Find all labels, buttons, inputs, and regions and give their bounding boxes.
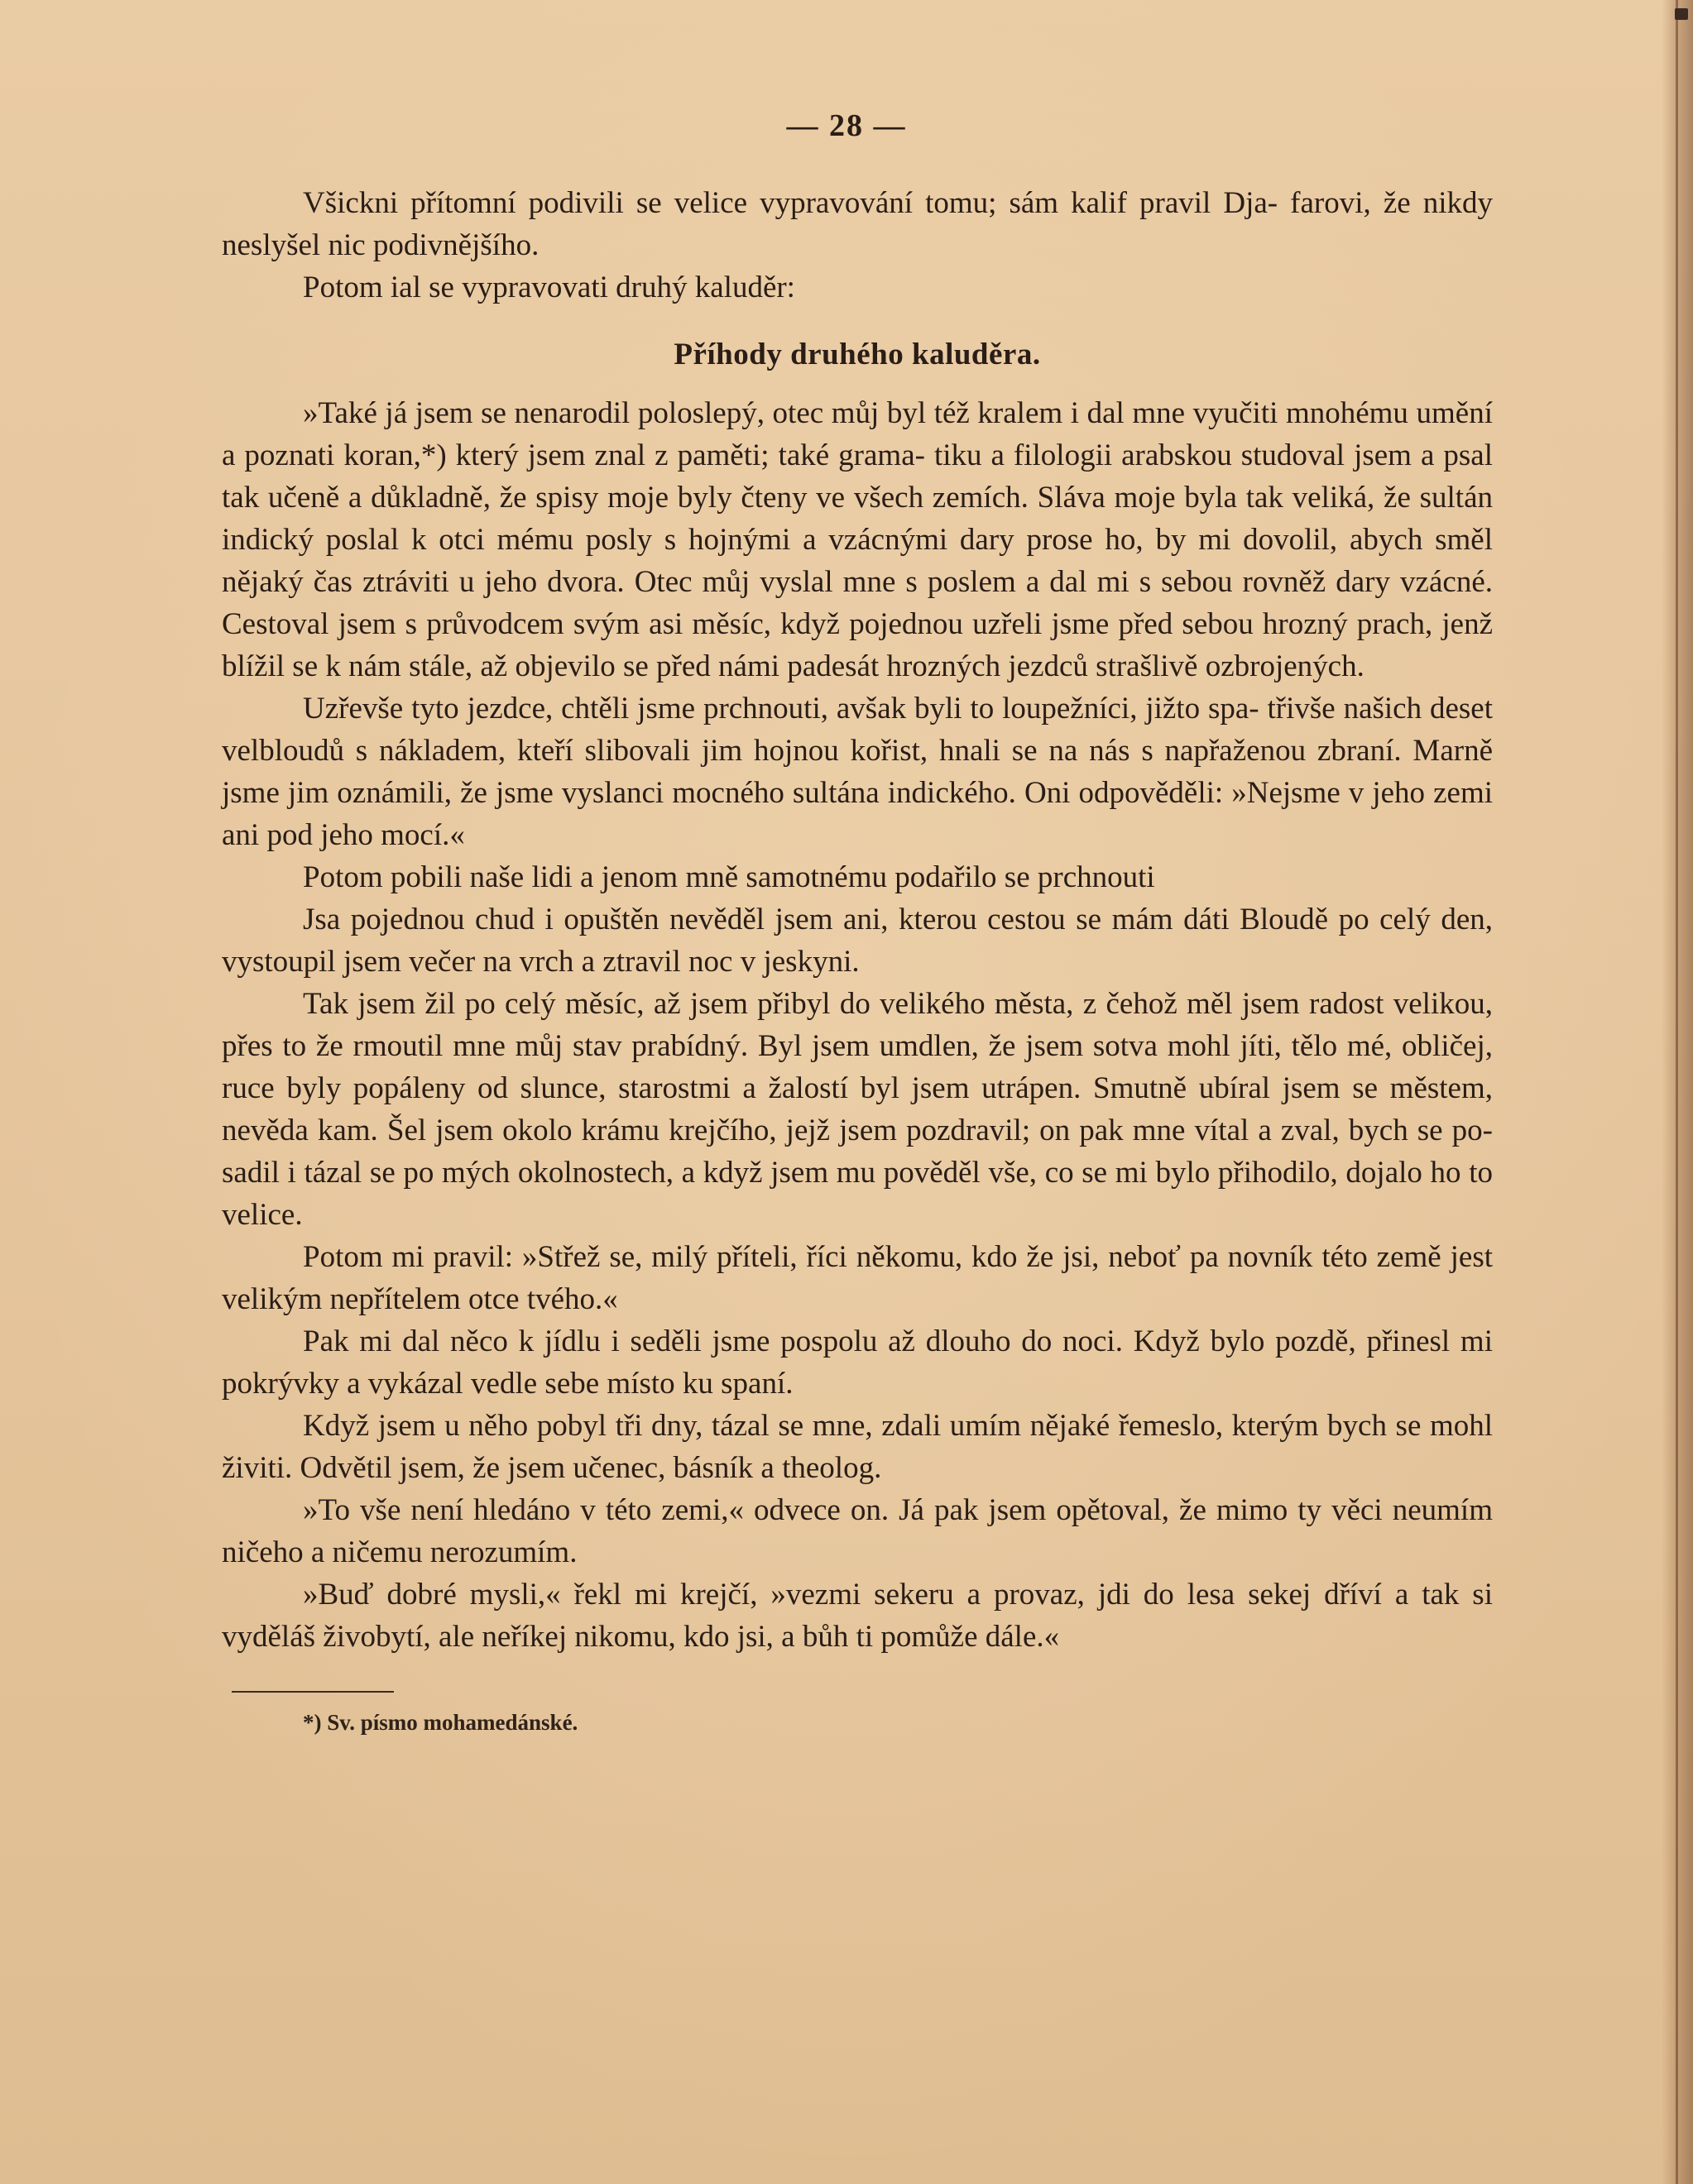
paragraph: Tak jsem žil po celý měsíc, až jsem přibyl do velikého města, z čehož měl jsem radost velikou, přes to že rmoutil mne můj stav prabídný. Byl jsem umdlen, že jsem sotva mohl jíti, tělo mé, obličej, ruce byly popáleny od slunce, starostmi a žalostí byl jsem utrápen. Smutně ubíral jsem se městem, nevěda kam. Šel jsem okolo krámu krejčího, jejž jsem pozdravil; on pak mne vítal a zval, bych se po- sadil i tázal se po mých okolnostech, a když jsem mu pověděl vše, co se mi bylo přihodilo, dojalo ho to velice. (222, 987, 1493, 1232)
paragraph: Uzřevše tyto jezdce, chtěli jsme prchnouti, avšak byli to loupežníci, jižto spa- třivše našich deset velbloudů s nákladem, kteří slibovali jim hojnou kořist, hnali se na nás s napřaženou zbraní. Marně jsme jim oznámili, že jsme vyslanci mocného sultána indického. Oni odpověděli: »Nejsme v jeho zemi ani pod jeho mocí.« (222, 692, 1493, 852)
paragraph: Jsa pojednou chud i opuštěn nevěděl jsem ani, kterou cestou se mám dáti Bloudě po celý den, vystoupil jsem večer na vrch a ztravil noc v jeskyni. (222, 903, 1493, 979)
paragraph: Potom pobili naše lidi a jenom mně samotnému podařilo se prchnouti (303, 860, 1155, 894)
paragraph-intro-2: Potom ial se vypravovati druhý kaluděr: (303, 271, 795, 304)
paragraph: Potom mi pravil: »Střež se, milý příteli, říci někomu, kdo že jsi, neboť pa novník této země jest velikým nepřítelem otce tvého.« (222, 1240, 1493, 1316)
corner-mark (1675, 8, 1688, 20)
paragraph-intro-1: Všickni přítomní podivili se velice vypravování tomu; sám kalif pravil Dja- farovi, že nikdy neslyšel nic podivnějšího. (222, 186, 1493, 262)
paragraph: »Také já jsem se nenarodil poloslepý, otec můj byl též kralem i dal mne vyučiti mnohému umění a poznati koran,*) který jsem znal z paměti; také grama- tiku a filologii arabskou studoval jsem a psal tak učeně a důkladně, že spisy moje byly čteny ve všech zemích. Sláva moje byla tak veliká, že sultán indický poslal k otci mému posly s hojnými a vzácnými dary prose ho, by mi dovolil, abych směl nějaký čas ztráviti u jeho dvora. Otec můj vyslal mne s poslem a dal mi s sebou rovněž dary vzácné. Cestoval jsem s průvodcem svým asi měsíc, když pojednou uzřeli jsme před sebou hrozný prach, jenž blížil se k nám stále, až objevilo se před námi padesát hrozných jezdců strašlivě ozbrojených. (222, 396, 1493, 683)
footnote: *) Sv. písmo mohamedánské. (303, 1710, 578, 1735)
paragraph: Pak mi dal něco k jídlu i seděli jsme pospolu až dlouho do noci. Když bylo pozdě, přinesl mi pokrývky a vykázal vedle sebe místo ku spaní. (222, 1324, 1493, 1401)
section-title: Příhody druhého kaluděra. (674, 338, 1041, 371)
page-number: — 28 — (786, 108, 907, 143)
paragraph: »Buď dobré mysli,« řekl mi krejčí, »vezmi sekeru a provaz, jdi do lesa sekej dříví a tak si vyděláš živobytí, ale neříkej nikomu, kdo jsi, a bůh ti pomůže dále.« (222, 1578, 1493, 1654)
main-text (222, 182, 1493, 1658)
footnote-divider (232, 1691, 394, 1693)
page-edge-line (1676, 0, 1678, 2184)
paragraph: Když jsem u něho pobyl tři dny, tázal se mne, zdali umím nějaké řemeslo, kterým bych se mohl živiti. Odvětil jsem, že jsem učenec, básník a theolog. (222, 1409, 1493, 1485)
paragraph: »To vše není hledáno v této zemi,« odvece on. Já pak jsem opětoval, že mimo ty věci neumím ničeho a ničemu nerozumím. (222, 1493, 1493, 1569)
